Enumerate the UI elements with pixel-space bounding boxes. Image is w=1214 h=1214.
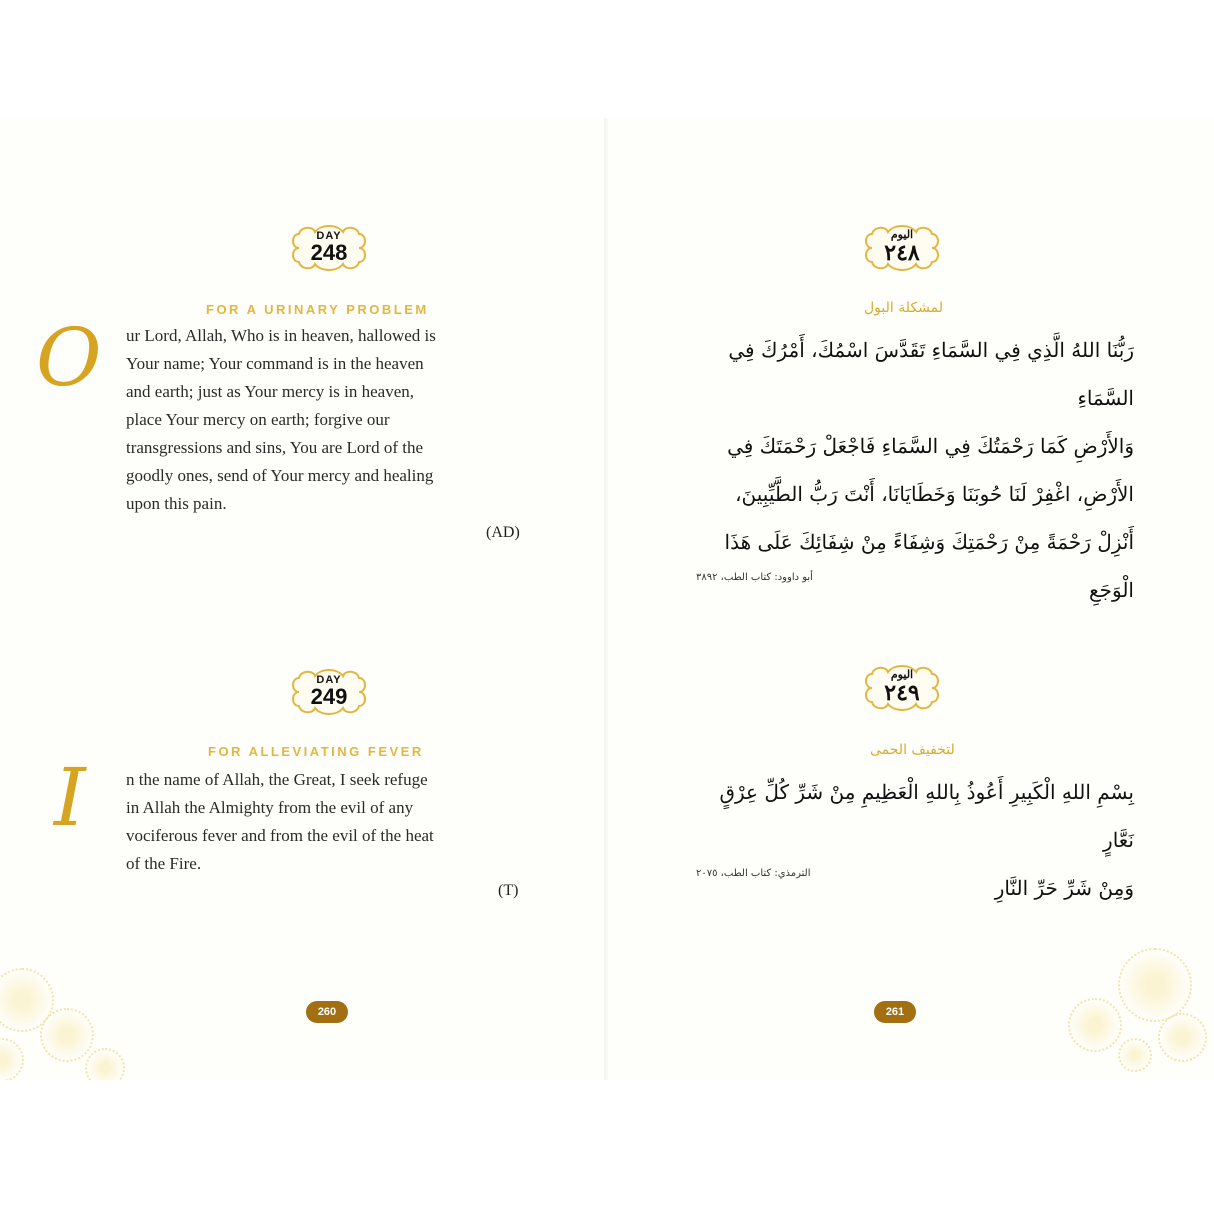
entry-text (126, 322, 546, 518)
text-line: n the name of Allah, the Great, I seek refuge (126, 770, 428, 789)
text-line: وَالأَرْضِ كَمَا رَحْمَتُكَ فِي السَّمَاءِ فَاجْعَلْ رَحْمَتَكَ فِي (727, 434, 1134, 458)
right-page (608, 118, 1214, 1080)
day-number: ٢٤٩ (884, 680, 920, 705)
entry-source: أبو داوود: كتاب الطب، ٣٨٩٢ (696, 572, 813, 583)
day-label: اليوم (890, 229, 914, 241)
text-line: رَبُّنَا اللهُ الَّذِي فِي السَّمَاءِ تَقَدَّسَ اسْمُكَ، أَمْرُكَ فِي السَّمَاءِ (728, 338, 1134, 410)
day-number: ٢٤٨ (884, 240, 920, 265)
text-line: الْوَجَعِ (1089, 578, 1134, 602)
text-line: بِسْمِ اللهِ الْكَبِيرِ أَعُوذُ بِاللهِ الْعَظِيمِ مِنْ شَرِّ كُلِّ عِرْقٍ نَعَّارٍ (719, 780, 1134, 852)
text-line: Your name; Your command is in the heaven (126, 354, 424, 373)
text-line: in Allah the Almighty from the evil of any (126, 798, 414, 817)
text-line: place Your mercy on earth; forgive our (126, 410, 390, 429)
page-number: 261 (874, 1001, 916, 1023)
entry-heading: FOR A URINARY PROBLEM (206, 302, 429, 317)
text-line: vociferous fever and from the evil of the heat (126, 826, 434, 845)
entry-heading: لمشكلة البول (864, 300, 943, 316)
drop-cap: I (54, 751, 86, 844)
entry-source: (AD) (486, 524, 520, 541)
day-badge (860, 222, 944, 274)
text-line: goodly ones, send of Your mercy and healing (126, 466, 434, 485)
text-line: transgressions and sins, You are Lord of the (126, 438, 423, 457)
day-number: 249 (310, 684, 348, 709)
floral-ornament-icon (0, 938, 150, 1080)
day-number: 248 (310, 240, 348, 265)
entry-text (694, 326, 1134, 614)
entry-source: الترمذي: كتاب الطب، ٢٠٧٥ (696, 868, 811, 879)
entry-heading: FOR ALLEVIATING FEVER (208, 744, 424, 759)
text-line: وَمِنْ شَرِّ حَرِّ النَّارِ (994, 876, 1134, 900)
day-label: DAY (316, 230, 342, 242)
left-page (0, 118, 606, 1080)
text-line: أَنْزِلْ رَحْمَةً مِنْ رَحْمَتِكَ وَشِفَاءً مِنْ شِفَائِكَ عَلَى هَذَا (724, 530, 1134, 554)
day-label: DAY (316, 674, 342, 686)
entry-text (126, 766, 546, 878)
entry-text (704, 768, 1134, 912)
text-line: upon this pain. (126, 494, 227, 513)
drop-cap: O (36, 311, 102, 404)
page-number: 260 (306, 1001, 348, 1023)
entry-heading: لتخفيف الحمى (870, 742, 955, 758)
day-badge (287, 222, 371, 274)
entry-source: (T) (498, 882, 519, 899)
text-line: and earth; just as Your mercy is in heaven, (126, 382, 414, 401)
day-badge (860, 662, 944, 714)
text-line: ur Lord, Allah, Who is in heaven, hallowed is (126, 326, 436, 345)
text-line: of the Fire. (126, 854, 202, 873)
floral-ornament-icon (1048, 918, 1214, 1068)
text-line: الأَرْضِ، اغْفِرْ لَنَا حُوبَنَا وَخَطَايَانَا، أَنْتَ رَبُّ الطَّيِّبِينَ، (735, 482, 1134, 506)
day-badge (287, 666, 371, 718)
day-label: اليوم (890, 669, 914, 681)
